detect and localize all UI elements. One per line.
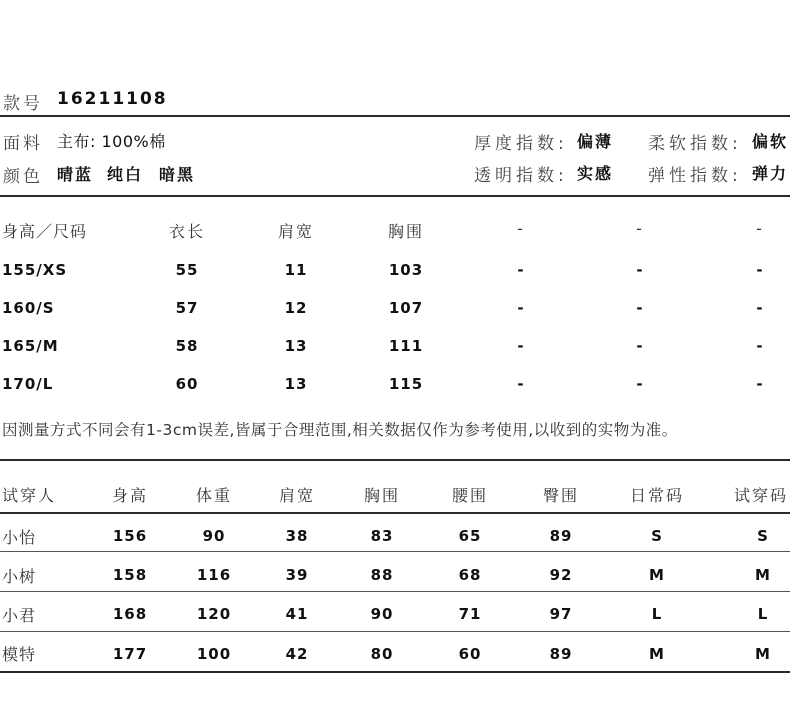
fit-cell: M <box>649 645 665 663</box>
fit-header-hip: 臀围 <box>542 486 580 505</box>
divider <box>0 551 790 552</box>
size-cell: - <box>756 261 764 279</box>
size-cell: - <box>756 299 764 317</box>
size-cell: 11 <box>284 261 308 279</box>
softness-index-label: 柔软指数: <box>648 134 742 154</box>
fit-cell: 38 <box>285 527 309 545</box>
size-cell: - <box>636 261 644 279</box>
fit-person-name: 小怡 <box>2 528 37 547</box>
size-header-bust: 胸围 <box>387 222 425 241</box>
fit-cell: 100 <box>196 645 232 663</box>
divider <box>0 512 790 514</box>
size-cell: - <box>517 299 525 317</box>
size-cell: - <box>756 375 764 393</box>
fit-cell: 39 <box>285 566 309 584</box>
fit-cell: 88 <box>370 566 394 584</box>
fit-cell: 90 <box>202 527 226 545</box>
divider <box>0 591 790 592</box>
fit-cell: 68 <box>458 566 482 584</box>
fit-person-name: 小君 <box>2 606 37 625</box>
fit-cell: 89 <box>549 645 573 663</box>
divider <box>0 631 790 632</box>
fit-cell: 83 <box>370 527 394 545</box>
size-cell: - <box>517 337 525 355</box>
fit-cell: S <box>757 527 769 545</box>
fit-cell: 42 <box>285 645 309 663</box>
fit-header-fit-size: 试穿码 <box>733 486 789 505</box>
size-header-length: 衣长 <box>168 222 206 241</box>
fit-cell: L <box>651 605 663 623</box>
fit-header-waist: 腰围 <box>451 486 489 505</box>
fit-header-height: 身高 <box>111 486 149 505</box>
fit-header-person: 试穿人 <box>2 486 57 505</box>
elasticity-index-label: 弹性指数: <box>648 166 742 186</box>
size-cell: - <box>636 337 644 355</box>
fit-cell: 60 <box>458 645 482 663</box>
size-header-dash-1: - <box>517 219 525 238</box>
color-label: 颜色 <box>3 167 43 187</box>
fit-cell: 92 <box>549 566 573 584</box>
fit-cell: S <box>651 527 663 545</box>
fit-cell: 116 <box>196 566 232 584</box>
fit-header-bust: 胸围 <box>363 486 401 505</box>
fit-cell: 97 <box>549 605 573 623</box>
size-cell: - <box>636 375 644 393</box>
size-header-dash-3: - <box>756 219 764 238</box>
fit-cell: M <box>649 566 665 584</box>
divider <box>0 195 790 197</box>
thickness-index-value: 偏薄 <box>577 132 614 151</box>
transparency-index-label: 透明指数: <box>474 166 568 186</box>
fit-cell: 41 <box>285 605 309 623</box>
fit-cell: 80 <box>370 645 394 663</box>
fit-cell: 90 <box>370 605 394 623</box>
size-cell: 115 <box>388 375 424 393</box>
size-cell: 160/S <box>2 299 55 317</box>
size-cell: - <box>756 337 764 355</box>
size-cell: 111 <box>388 337 424 355</box>
elasticity-index-value: 弹力 <box>752 164 789 183</box>
fit-cell: 168 <box>112 605 148 623</box>
size-cell: 55 <box>175 261 199 279</box>
size-cell: 13 <box>284 337 308 355</box>
size-cell: 155/XS <box>2 261 68 279</box>
size-cell: - <box>517 375 525 393</box>
fit-cell: 71 <box>458 605 482 623</box>
size-cell: 13 <box>284 375 308 393</box>
size-cell: 12 <box>284 299 308 317</box>
divider <box>0 671 790 673</box>
fit-person-name: 模特 <box>2 645 37 664</box>
fit-cell: 120 <box>196 605 232 623</box>
style-number-label: 款号 <box>3 94 43 114</box>
fabric-label: 面料 <box>3 134 43 154</box>
size-cell: - <box>517 261 525 279</box>
size-cell: 103 <box>388 261 424 279</box>
size-header-dash-2: - <box>636 219 644 238</box>
size-cell: - <box>636 299 644 317</box>
divider <box>0 459 790 461</box>
fit-cell: 177 <box>112 645 148 663</box>
size-cell: 107 <box>388 299 424 317</box>
size-cell: 165/M <box>2 337 59 355</box>
color-value-3: 暗黑 <box>159 165 196 184</box>
fit-header-shoulder: 肩宽 <box>278 486 316 505</box>
fit-cell: 156 <box>112 527 148 545</box>
size-header-size: 身高／尺码 <box>2 222 88 241</box>
fit-cell: M <box>755 645 771 663</box>
transparency-index-value: 实感 <box>577 164 614 183</box>
size-header-shoulder: 肩宽 <box>277 222 315 241</box>
measurement-note: 因测量方式不同会有1-3cm误差,皆属于合理范围,相关数据仅作为参考使用,以收到的实物为准。 <box>2 421 678 439</box>
size-cell: 58 <box>175 337 199 355</box>
fit-cell: 89 <box>549 527 573 545</box>
color-value-1: 晴蓝 <box>57 165 94 184</box>
fit-cell: 158 <box>112 566 148 584</box>
divider <box>0 115 790 117</box>
color-value-2: 纯白 <box>107 165 144 184</box>
size-cell: 57 <box>175 299 199 317</box>
fit-cell: 65 <box>458 527 482 545</box>
fit-cell: M <box>755 566 771 584</box>
fit-header-daily-size: 日常码 <box>629 486 685 505</box>
fabric-value: 主布: 100%棉 <box>57 132 166 151</box>
fit-cell: L <box>757 605 769 623</box>
thickness-index-label: 厚度指数: <box>474 134 568 154</box>
size-cell: 170/L <box>2 375 54 393</box>
fit-header-weight: 体重 <box>195 486 233 505</box>
style-number-value: 16211108 <box>57 89 168 109</box>
softness-index-value: 偏软 <box>752 132 789 151</box>
size-cell: 60 <box>175 375 199 393</box>
fit-person-name: 小树 <box>2 567 37 586</box>
